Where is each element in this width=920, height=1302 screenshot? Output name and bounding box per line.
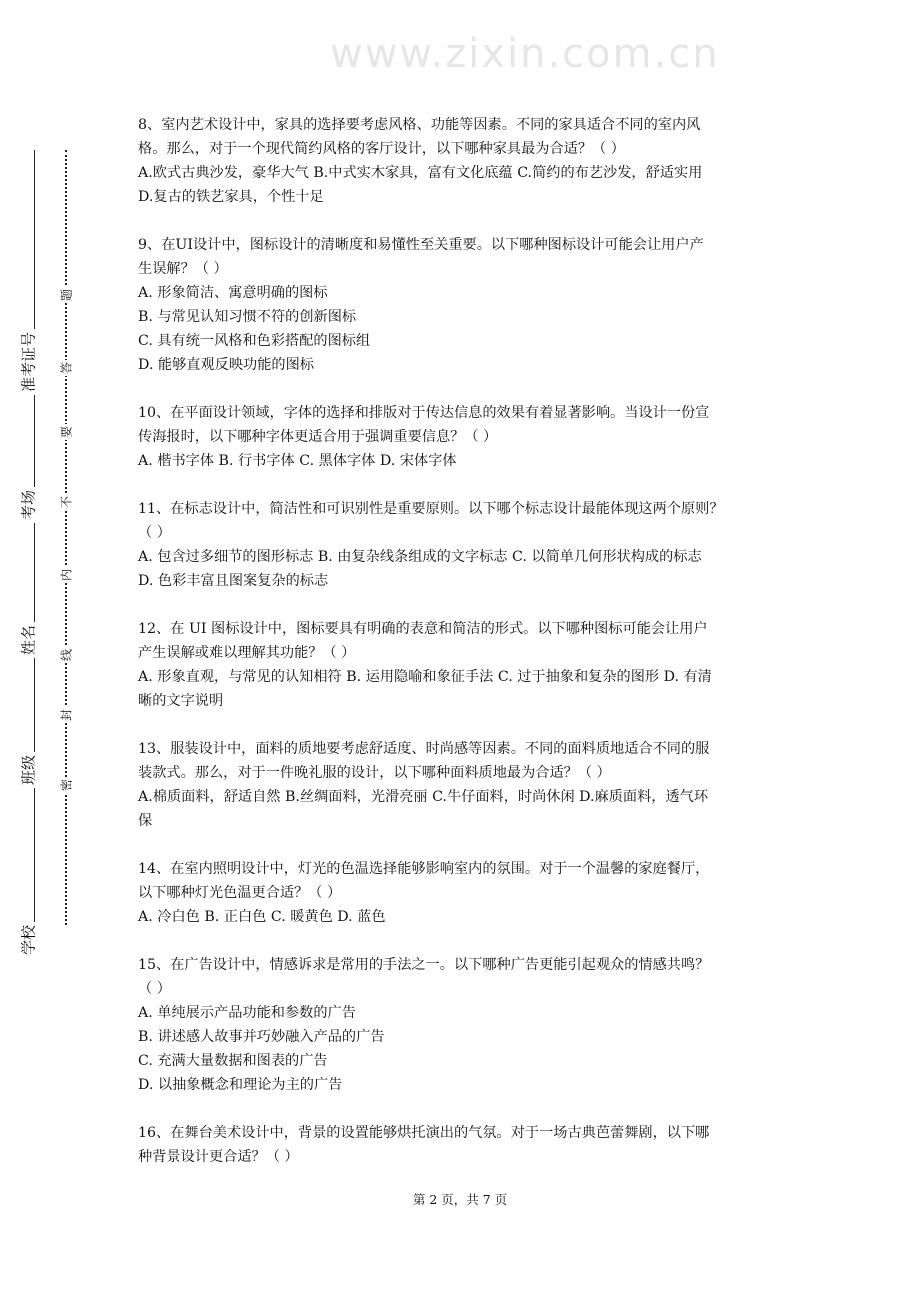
name-label: 姓名 xyxy=(18,622,39,658)
question-line: 9、在UI设计中，图标设计的清晰度和易懂性至关重要。以下哪种图标设计可能会让用户产 xyxy=(138,237,704,253)
question-line: A.欧式古典沙发，豪华大气 B.中式实木家具，富有文化底蕴 C.简约的布艺沙发，舒适实用 xyxy=(138,165,703,181)
question-line: 种背景设计更合适？（ ） xyxy=(138,1149,299,1165)
question-line: A.棉质面料，舒适自然 B.丝绸面料，光滑亮丽 C.牛仔面料，时尚休闲 D.麻质面料，透气环 xyxy=(138,789,709,805)
question-line: 生误解？（ ） xyxy=(138,261,228,277)
question-line: A. 形象直观，与常见的认知相符 B. 运用隐喻和象征手法 C. 过于抽象和复杂的图形 D. 有清 xyxy=(138,669,712,685)
question xyxy=(138,617,798,713)
question-line: C. 具有统一风格和色彩搭配的图标组 xyxy=(138,333,371,349)
seal-char: 答 xyxy=(59,361,74,375)
question-line: A. 包含过多细节的图形标志 B. 由复杂线条组成的文字标志 C. 以简单几何形状构成的标志 xyxy=(138,549,702,565)
question-line: D. 色彩丰富且图案复杂的标志 xyxy=(138,573,329,589)
question-line: （ ） xyxy=(138,525,171,541)
question-line: A. 楷书字体 B. 行书字体 C. 黑体字体 D. 宋体字体 xyxy=(138,453,457,469)
question-line: 10、在平面设计领域，字体的选择和排版对于传达信息的效果有着显著影响。当设计一份宣 xyxy=(138,405,710,421)
question xyxy=(138,113,798,209)
binding-line xyxy=(34,150,35,945)
question xyxy=(138,1121,798,1169)
exam-room-label: 考场 xyxy=(18,487,39,523)
page-footer: 第 2 页，共 7 页 xyxy=(412,1192,508,1207)
question xyxy=(138,497,798,593)
question-line: 格。那么，对于一个现代简约风格的客厅设计，以下哪种家具最为合适？（ ） xyxy=(138,141,625,157)
question-line: 产生误解或难以理解其功能？（ ） xyxy=(138,645,356,661)
question xyxy=(138,233,798,377)
question-line: 16、在舞台美术设计中，背景的设置能够烘托演出的气氛。对于一场古典芭蕾舞剧，以下哪 xyxy=(138,1125,710,1141)
question-line: B. 与常见认知习惯不符的创新图标 xyxy=(138,309,357,325)
question-line: 13、服装设计中，面料的质地要考虑舒适度、时尚感等因素。不同的面料质地适合不同的服 xyxy=(138,741,710,757)
seal-dotted-line xyxy=(65,150,67,925)
seal-char: 封 xyxy=(59,708,74,722)
question xyxy=(138,953,798,1097)
question-line: 传海报时，以下哪种字体更适合用于强调重要信息？（ ） xyxy=(138,429,498,445)
school-label: 学校 xyxy=(18,922,39,958)
question-line: （ ） xyxy=(138,981,171,997)
question-line: 12、在 UI 图标设计中，图标要具有明确的表意和简洁的形式。以下哪种图标可能会让用户 xyxy=(138,621,708,637)
question-line: A. 形象简洁、寓意明确的图标 xyxy=(138,285,328,301)
question-line: A. 单纯展示产品功能和参数的广告 xyxy=(138,1005,356,1021)
seal-char: 线 xyxy=(59,648,74,662)
question-line: 11、在标志设计中，简洁性和可识别性是重要原则。以下哪个标志设计最能体现这两个原则？ xyxy=(138,501,724,517)
seal-char: 密 xyxy=(59,778,74,792)
question xyxy=(138,857,798,929)
question-line: 晰的文字说明 xyxy=(138,693,224,709)
question-line: 以下哪种灯光色温更合适？（ ） xyxy=(138,885,342,901)
question-line: D.复古的铁艺家具，个性十足 xyxy=(138,189,324,205)
question xyxy=(138,737,798,833)
question-line: B. 讲述感人故事并巧妙融入产品的广告 xyxy=(138,1029,385,1045)
seal-char: 内 xyxy=(59,568,74,582)
question-line: 8、室内艺术设计中，家具的选择要考虑风格、功能等因素。不同的家具适合不同的室内风 xyxy=(138,117,701,133)
question-line: 14、在室内照明设计中，灯光的色温选择能够影响室内的氛围。对于一个温馨的家庭餐厅， xyxy=(138,861,710,877)
question-line: 保 xyxy=(138,813,153,829)
question-line: C. 充满大量数据和图表的广告 xyxy=(138,1053,328,1069)
question-line: D. 能够直观反映功能的图标 xyxy=(138,357,314,373)
seal-char: 题 xyxy=(59,288,74,302)
question-line: D. 以抽象概念和理论为主的广告 xyxy=(138,1077,343,1093)
question-list xyxy=(138,113,798,1193)
seal-char: 要 xyxy=(59,425,74,439)
class-label: 班级 xyxy=(18,752,39,788)
question-line: 15、在广告设计中，情感诉求是常用的手法之一。以下哪种广告更能引起观众的情感共鸣？ xyxy=(138,957,710,973)
question-line: 装款式。那么，对于一件晚礼服的设计，以下哪种面料质地最为合适？（ ） xyxy=(138,765,611,781)
watermark: www.zixin.com.cn xyxy=(330,31,720,77)
seal-char: 不 xyxy=(59,495,74,509)
question-line: A. 冷白色 B. 正白色 C. 暖黄色 D. 蓝色 xyxy=(138,909,386,925)
question xyxy=(138,401,798,473)
admission-number-label: 准考证号 xyxy=(18,329,39,395)
